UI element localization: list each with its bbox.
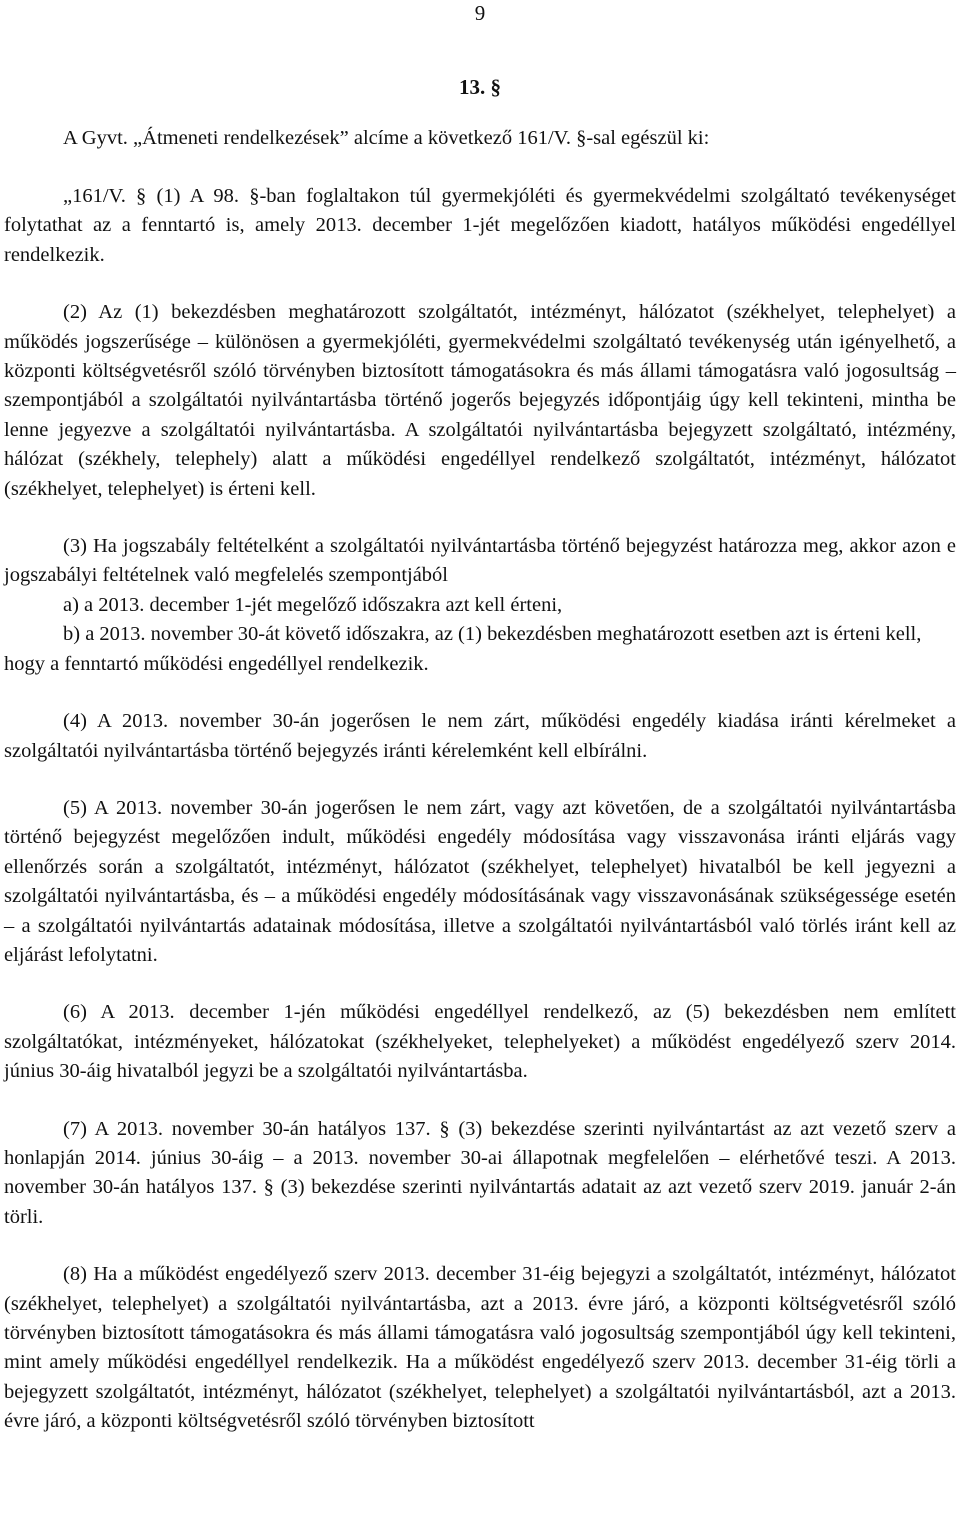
paragraph-6: (6) A 2013. december 1-jén működési engedéllyel rendelkező, az (5) bekezdésben nem említett szolgáltatókat, intézményeket, hálózatokat (székhelyeket, telephelyeket) a működést engedélyező szerv 2014. június 30-áig hivatalból jegyzi be a szolgáltatói nyilvántartásba. <box>4 1001 956 1083</box>
paragraph-3-closing: hogy a fenntartó működési engedéllyel rendelkezik. <box>4 652 429 675</box>
section-heading: 13. § <box>459 75 501 99</box>
paragraph-4: (4) A 2013. november 30-án jogerősen le nem zárt, működési engedély kiadása iránti kérelmeket a szolgáltatói nyilvántartásba történő bejegyzés iránti kérelemként kell elbírálni. <box>4 710 956 762</box>
paragraph-3-intro: (3) Ha jogszabály feltételként a szolgáltatói nyilvántartásba történő bejegyzést határozza meg, akkor azon e jogszabályi feltételnek való megfelelés szempontjából <box>4 535 956 587</box>
paragraph-3-point-b: b) a 2013. november 30-át követő időszakra, az (1) bekezdésben meghatározott esetben azt is érteni kell, <box>63 623 922 646</box>
paragraph-5: (5) A 2013. november 30-án jogerősen le nem zárt, vagy azt követően, de a szolgáltatói nyilvántartásba történő bejegyzést megelőzően indult, működési engedély módosítása vagy visszavonása iránti eljárás vagy ellenőrzés során a szolgáltatót, intézményt, hálózatot (székhelyet, telephelyet) hivatalból be kell jegyezni a szolgáltatói nyilvántartásba, és – a működési engedély módosításának vagy visszavonásának szükségessége esetén – a szolgáltatói nyilvántartás adatainak módosítása, illetve a szolgáltatói nyilvántartásból való törlés iránt kell az eljárást lefolytatni. <box>4 796 956 966</box>
paragraph-3-point-a: a) a 2013. december 1-jét megelőző időszakra azt kell érteni, <box>63 593 563 616</box>
paragraph-1: „161/V. § (1) A 98. §-ban foglaltakon túl gyermekjóléti és gyermekvédelmi szolgáltató tevékenységet folytathat az a fenntartó is, amely 2013. december 1-jét megelőzően kiadott, hatályos működési engedéllyel rendelkezik. <box>4 185 956 266</box>
page-number: 9 <box>474 1 486 25</box>
document-body <box>4 182 956 1437</box>
paragraph-7: (7) A 2013. november 30-án hatályos 137. § (3) bekezdése szerinti nyilvántartást az azt vezető szerv a honlapján 2014. június 30-áig – a 2013. november 30-ai állapotnak megfelelően – elérhetővé teszi. A 2013. november 30-án hatályos 137. § (3) bekezdése szerinti nyilvántartás adatait az azt vezető szerv 2019. január 2-án törli. <box>4 1117 956 1228</box>
paragraph-8: (8) Ha a működést engedélyező szerv 2013. december 31-éig bejegyzi a szolgáltatót, intézményt, hálózatot (székhelyet, telephelyet) a szolgáltatói nyilvántartásba, azt a 2013. évre járó, a központi költségvetésről szóló törvényben biztosított támogatásokra és más állami támogatásra való jogosultság szempontjából úgy kell tekinteni, mint amely működési engedéllyel rendelkezik. Ha a működést engedélyező szerv 2013. december 31-éig törli a bejegyzett szolgáltatót, intézményt, hálózatot (székhelyet, telephelyet) a szolgáltatói nyilvántartásból, azt a 2013. évre járó, a központi költségvetésről szóló törvényben biztosított <box>4 1263 956 1433</box>
paragraph-2: (2) Az (1) bekezdésben meghatározott szolgáltatót, intézményt, hálózatot (székhelyet, telephelyet) a működés jogszerűsége – különösen a gyermekjóléti, gyermekvédelmi szolgáltató tevékenység után igényelhető, a központi költségvetésről szóló törvényben biztosított támogatásokra és más állami támogatásra való jogosultság – szempontjából a szolgáltatói nyilvántartásba történő jogerős bejegyzés időpontjáig úgy kell tekinteni, mintha be lenne jegyezve a szolgáltatói nyilvántartásba. A szolgáltatói nyilvántartásba bejegyzett szolgáltató, intézmény, hálózat (székhely, telephely) alatt a működési engedéllyel rendelkező szolgáltatót, intézményt, hálózatot (székhelyet, telephelyet) is érteni kell. <box>4 301 956 500</box>
intro-text: A Gyvt. „Átmeneti rendelkezések” alcíme a következő 161/V. §-sal egészül ki: <box>63 127 710 149</box>
